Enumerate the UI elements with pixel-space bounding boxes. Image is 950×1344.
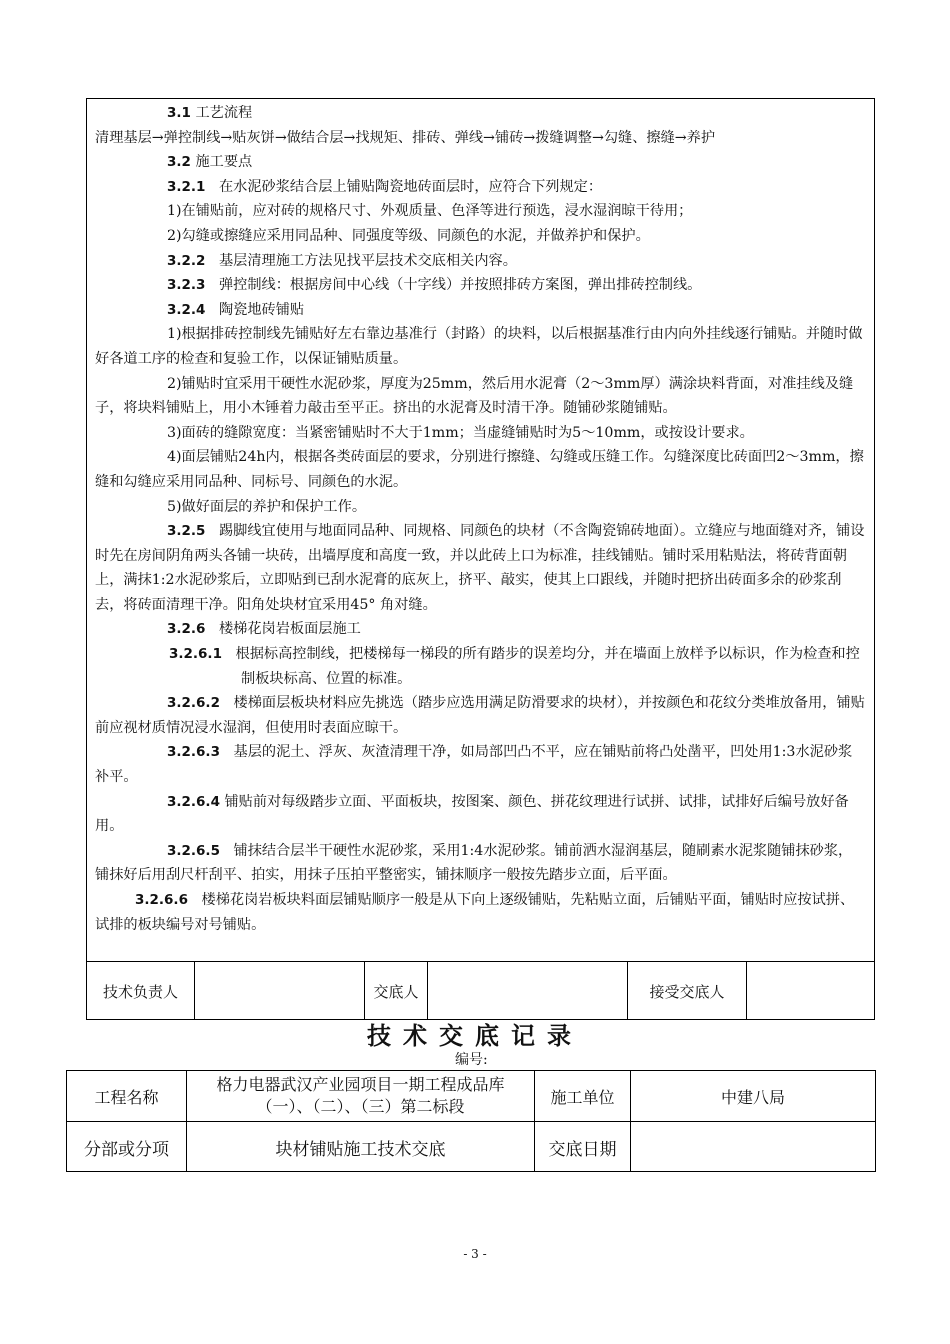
- item-value: 块材铺贴施工技术交底: [187, 1122, 535, 1172]
- section-3-2-6-1: 3.2.6.1 根据标高控制线，把楼梯每一梯段的所有踏步的误差均分，并在墙面上放样予以标识，作为检查和控制板块标高、位置的标准。: [169, 646, 860, 687]
- unit-value: 中建八局: [720, 1087, 785, 1107]
- section-3-2-6: 3.2.6 楼梯花岗岩板面层施工: [167, 621, 361, 638]
- item-label: 分部或分项: [67, 1122, 187, 1172]
- item-3-2-4-4: 4)面层铺贴24h内，根据各类砖面层的要求，分别进行擦缝、勾缝或压缝工作。勾缝深度比砖面凹2～3mm，擦缝和勾缝应采用同品种、同标号、同颜色的水泥。: [95, 449, 864, 490]
- disclosure-content-box: [86, 98, 875, 1020]
- tech-lead-label: 技术负责人: [87, 962, 195, 1020]
- record-number-label: 编号:: [455, 1052, 488, 1068]
- project-label: 工程名称: [67, 1071, 187, 1121]
- process-flow: 清理基层→弹控制线→贴灰饼→做结合层→找规矩、排砖、弹线→铺砖→拨缝调整→勾缝、擦缝→养护: [95, 129, 716, 146]
- project-value: 格力电器武汉产业园项目一期工程成品库（一）、（二）、（三）第二标段: [187, 1071, 535, 1121]
- section-3-2-6-2: 3.2.6.2 楼梯面层板块材料应先挑选（踏步应选用满足防滑要求的块材），并按颜色和花纹分类堆放备用，铺贴前应视材质情况浸水湿润，但使用时表面应晾干。: [95, 695, 865, 736]
- section-3-2-6-3: 3.2.6.3 基层的泥土、浮灰、灰渣清理干净，如局部凹凸不平，应在铺贴前将凸处凿平，凹处用1:3水泥砂浆补平。: [95, 744, 853, 786]
- section-3-2-5: 3.2.5 踢脚线宜使用与地面同品种、同规格、同颜色的块材（不含陶瓷锦砖地面）。立缝应与地面缝对齐，铺设时先在房间阴角两头各铺一块砖，出墙厚度和高度一致，并以此砖上口为标准，挂线铺贴。铺时采用粘贴法，将砖背面朝上，满抹1:2水泥砂浆后，立即贴到已刮水泥膏的底灰上，挤平、敲实，使其上口跟线，并随时把挤出砖面多余的砂浆刮去，将砖面清理干净。阳角处块材宜采用45° 角对缝。: [95, 523, 865, 613]
- signature-row: [87, 961, 874, 1020]
- item-3-2-1-2: 2)勾缝或擦缝应采用同品种、同强度等级、同颜色的水泥，并做养护和保护。: [167, 227, 650, 244]
- item-3-2-4-1: 1)根据排砖控制线先铺贴好左右靠边基准行（封路）的块料，以后根据基准行由内向外挂线逐行铺贴。并随时做好各道工序的检查和复验工作，以保证铺贴质量。: [95, 326, 863, 367]
- section-3-2-1: 3.2.1 在水泥砂浆结合层上铺贴陶瓷地砖面层时，应符合下列规定：: [167, 178, 603, 195]
- receiver-signature-cell[interactable]: [747, 962, 874, 1020]
- discloser-label: 交底人: [365, 962, 428, 1020]
- tech-lead-signature-cell[interactable]: [195, 962, 365, 1020]
- item-3-2-4-3: 3)面砖的缝隙宽度：当紧密铺贴时不大于1mm；当虚缝铺贴时为5～10mm，或按设计要求。: [167, 424, 754, 441]
- section-3-2-3: 3.2.3 弹控制线：根据房间中心线（十字线）并按照排砖方案图，弹出排砖控制线。: [167, 277, 702, 294]
- section-3-2-6-4: 3.2.6.4 铺贴前对每级踏步立面、平面板块，按图案、颜色、拼花纹理进行试拼、试排，试排好后编号放好备用。: [95, 793, 849, 835]
- date-value[interactable]: [631, 1122, 875, 1172]
- record-info-table: [66, 1070, 876, 1172]
- info-row-item: [67, 1121, 875, 1172]
- content-text: [87, 99, 874, 961]
- section-3-2-2: 3.2.2 基层清理施工方法见找平层技术交底相关内容。: [167, 252, 517, 269]
- section-3-1: 3.1 工艺流程: [167, 105, 253, 121]
- discloser-signature-cell[interactable]: [428, 962, 628, 1020]
- section-3-2-6-6: 3.2.6.6 楼梯花岗岩板块料面层铺贴顺序一般是从下向上逐级铺贴，先粘贴立面，后铺贴平面，铺贴时应按试拼、试排的板块编号对号铺贴。: [95, 892, 855, 933]
- item-3-2-4-2: 2)铺贴时宜采用干硬性水泥砂浆，厚度为25mm，然后用水泥膏（2～3mm厚）满涂块料背面，对准挂线及缝子，将块料铺贴上，用小木锤着力敲击至平正。挤出的水泥膏及时清干净。随铺砂浆随铺贴。: [95, 375, 854, 417]
- item-3-2-1-1: 1)在铺贴前，应对砖的规格尺寸、外观质量、色泽等进行预选，浸水湿润晾干待用；: [167, 203, 693, 220]
- info-row-project: [67, 1071, 875, 1121]
- unit-label: 施工单位: [535, 1071, 631, 1121]
- item-3-2-4-5: 5)做好面层的养护和保护工作。: [167, 498, 367, 515]
- page-number: - 3 -: [463, 1247, 487, 1261]
- section-3-2: 3.2 施工要点: [167, 154, 253, 171]
- section-3-2-6-5: 3.2.6.5 铺抹结合层半干硬性水泥砂浆，采用1:4水泥砂浆。铺前洒水湿润基层，随刷素水泥浆随铺抹砂浆，铺抹好后用刮尺杆刮平、拍实，用抹子压拍平整密实，铺抹顺序一般按先踏步立面，后平面。: [95, 842, 853, 884]
- receiver-label: 接受交底人: [628, 962, 747, 1020]
- date-label: 交底日期: [535, 1122, 631, 1172]
- section-3-2-4: 3.2.4 陶瓷地砖铺贴: [167, 301, 305, 318]
- record-title: 技术交底记录: [367, 1022, 583, 1050]
